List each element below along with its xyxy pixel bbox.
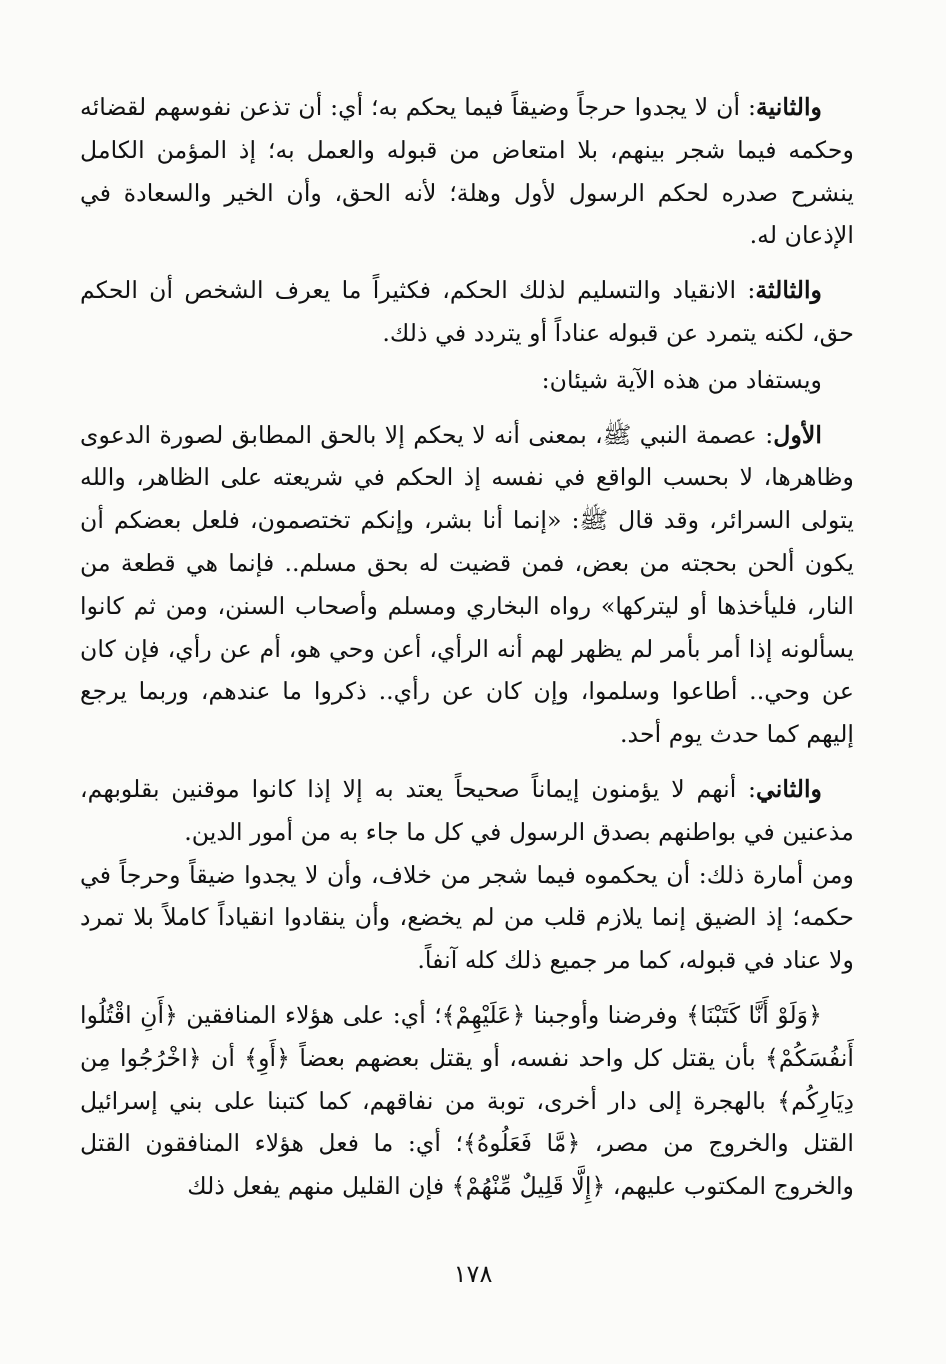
paragraph-third-condition — [80, 269, 854, 355]
paragraph-second-condition — [80, 86, 854, 257]
page-body — [80, 86, 854, 1208]
paragraph-lead: والثانية — [755, 93, 822, 121]
paragraph-verse-commentary — [80, 994, 854, 1208]
paragraph-text: : أن لا يجدوا حرجاً وضيقاً فيما يحكم به؛ أي: أن تذعن نفوسهم لقضائه وحكمه فيما شجر بينهم، بلا امتعاض من قبوله والعمل به؛ إذ المؤمن الكامل ينشرح صدره لحكم الرسول لأول وهلة؛ لأنه الحق، وأن الخير والسعادة في الإذعان له. — [80, 93, 854, 250]
paragraph-lead: والثاني — [756, 774, 822, 803]
paragraph-first-lesson — [80, 414, 854, 756]
paragraph-two-lessons-intro — [80, 359, 854, 402]
paragraph-second-lesson — [80, 768, 854, 854]
paragraph-text: : أنهم لا يؤمنون إيماناً صحيحاً يعتد به إلا إذا كانوا موقنين بقلوبهم، مذعنين في بواطنهم بصدق الرسول في كل ما جاء به من أمور الدين. — [80, 774, 854, 846]
paragraph-lead: والثالثة — [755, 276, 822, 305]
paragraph-text: ومن أمارة ذلك: أن يحكموه فيما شجر من خلاف، وأن لا يجدوا ضيقاً وحرجاً في حكمه؛ إذ الضيق إنما يلازم قلب من لم يخضع، وأن ينقادوا انقياداً كاملاً بلا تمرد ولا عناد في قبوله، كما مر جميع ذلك كله آنفاً. — [80, 860, 854, 975]
paragraph-text: : الانقياد والتسليم لذلك الحكم، فكثيراً ما يعرف الشخص أن الحكم حق، لكنه يتمرد عن قبوله عناداً أو يتردد في ذلك. — [80, 276, 854, 347]
paragraph-text: : عصمة النبي ﷺ، بمعنى أنه لا يحكم إلا بالحق المطابق لصورة الدعوى وظاهرها، لا بحسب الواقع في نفسه إذ الحكم في شريعته على الظاهر، والله يتولى السرائر، وقد قال ﷺ: «إنما أنا بشر، وإنكم تختصمون، فلعل بعضكم أن يكون ألحن بحجته من بعض، فمن قضيت له بحق مسلم.. فإنما هي قطعة من النار، فليأخذها أو ليتركها» رواه البخاري ومسلم وأصحاب السنن، ومن ثم كانوا يسألونه إذا أمر بأمر لم يظهر لهم أنه الرأي، أعن وحي هو، أم عن رأي، فإن كان عن وحي.. أطاعوا وسلموا، وإن كان عن رأي.. ذكروا ما عندهم، وربما يرجع إليهم كما حدث يوم أحد. — [80, 420, 854, 749]
paragraph-text: ﴿وَلَوْ أَنَّا كَتَبْنَا﴾ وفرضنا وأوجبنا ﴿عَلَيْهِمْ﴾؛ أي: على هؤلاء المنافقين ﴿أَنِ اقْتُلُوا أَنفُسَكُمْ﴾ بأن يقتل كل واحد نفسه، أو يقتل بعضهم بعضاً ﴿أَوِ﴾ أن ﴿اخْرُجُوا مِن دِيَارِكُم﴾ بالهجرة إلى دار أخرى، توبة من نفاقهم، كما كتبنا على بني إسرائيل القتل والخروج من مصر، ﴿مَّا فَعَلُوهُ﴾؛ أي: ما فعل هؤلاء المنافقون القتل والخروج المكتوب عليهم، ﴿إِلَّا قَلِيلٌ مِّنْهُمْ﴾ فإن القليل منهم يفعل ذلك — [80, 1000, 854, 1201]
paragraph-signs — [80, 854, 854, 982]
paragraph-text: ويستفاد من هذه الآية شيئان: — [541, 365, 822, 394]
paragraph-lead: الأول — [773, 420, 822, 449]
page-number: ١٧٨ — [453, 1260, 493, 1288]
